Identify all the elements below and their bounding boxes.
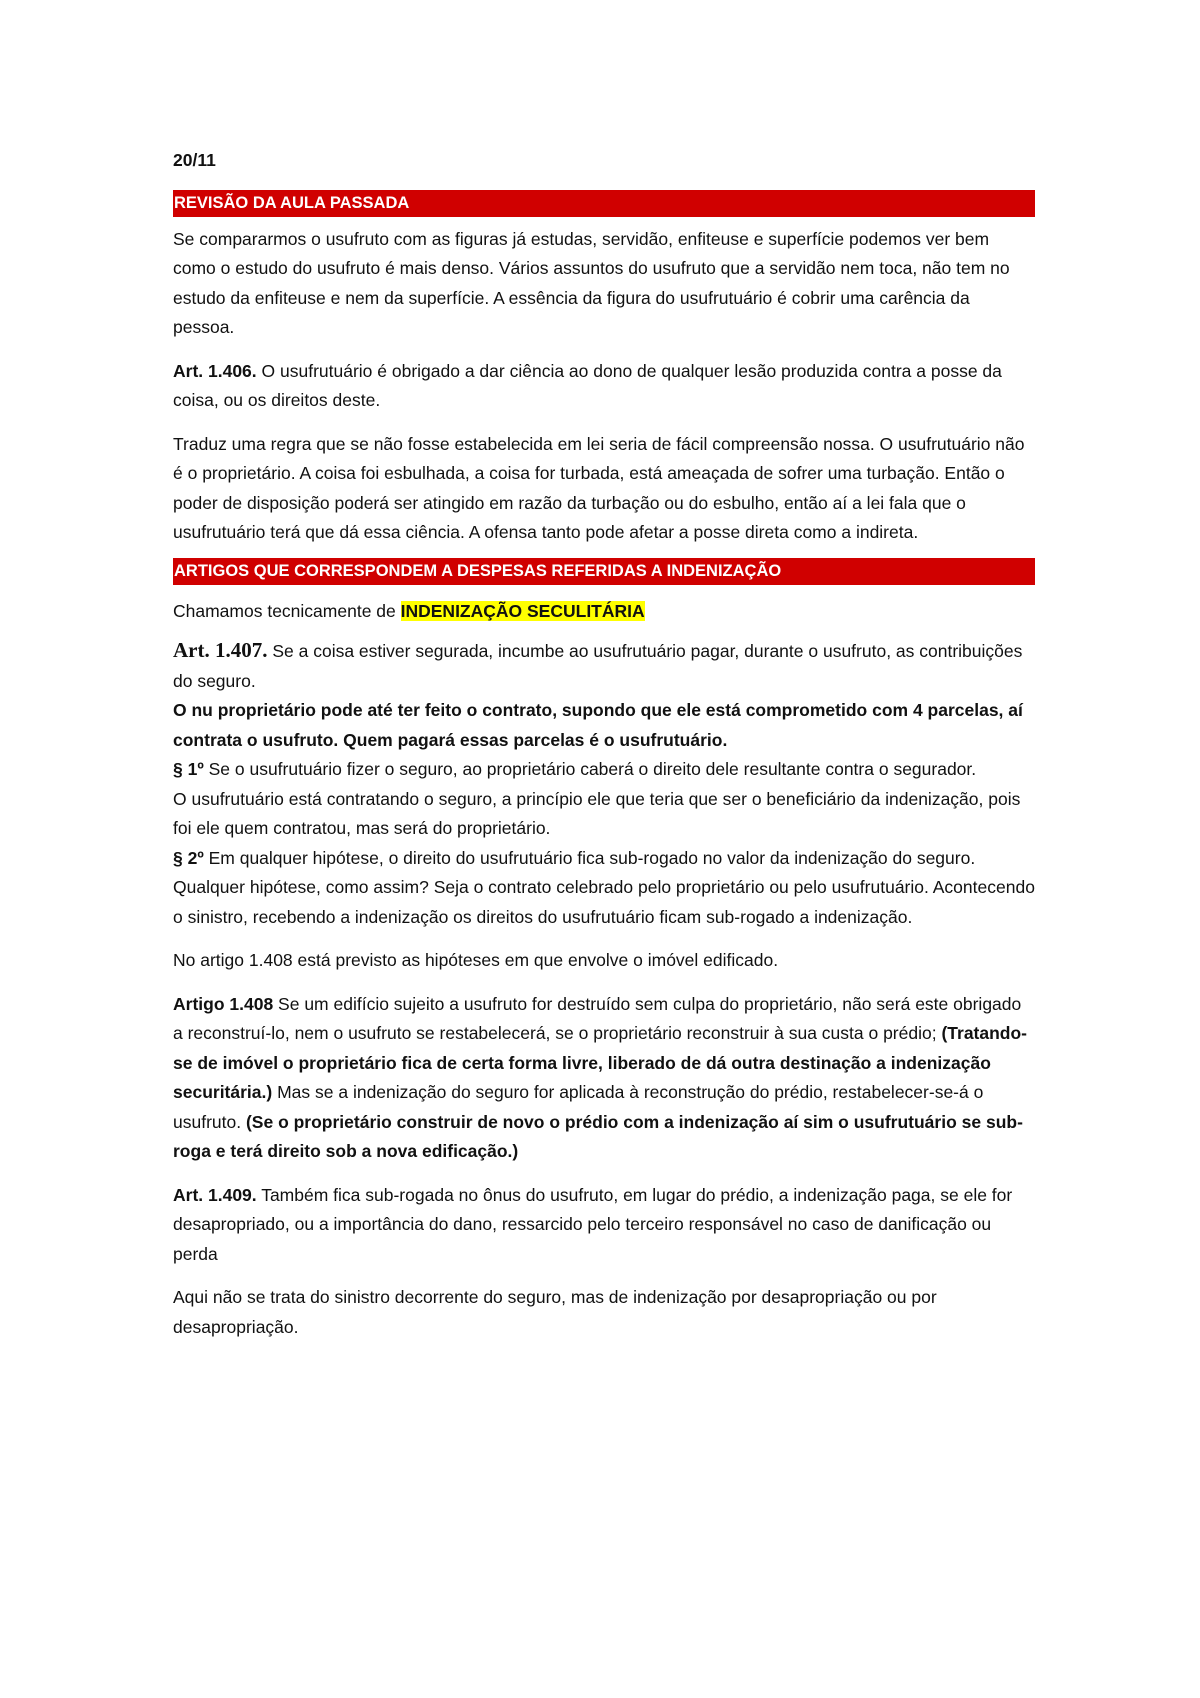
- paragraph-article-1408-intro: No artigo 1.408 está previsto as hipóteses em que envolve o imóvel edificado.: [173, 950, 779, 970]
- article-1407-note-3: Qualquer hipótese, como assim? Seja o contrato celebrado pelo proprietário ou pelo usufrutuário. Acontecendo o sinistro, recebendo a indenização os direitos do usufrutuário ficam sub-rogado a indenização.: [173, 877, 1035, 927]
- paragraph-technical-term: [173, 597, 1035, 627]
- article-1408-text-2: Mas se a indenização do seguro for aplicada à reconstrução do prédio, restabelecer-se-á o usufruto.: [173, 1082, 984, 1132]
- article-1408-bold-1: (Tratando-se de imóvel o proprietário fica de certa forma livre, liberado de dá outra destinação a indenização securitária.): [173, 1023, 1028, 1102]
- article-1408-label: Artigo 1.408: [173, 993, 274, 1014]
- article-1408: [173, 990, 1035, 1167]
- highlighted-term: INDENIZAÇÃO SECULITÁRIA: [400, 600, 645, 621]
- article-1406: [173, 357, 1035, 416]
- article-1407-note-2: O usufrutuário está contratando o seguro, a princípio ele que teria que ser o beneficiário da indenização, pois foi ele quem contratou, mas será do proprietário.: [173, 788, 1021, 838]
- article-1407-note-1: O nu proprietário pode até ter feito o contrato, supondo que ele está comprometido com 4 parcelas, aí contrata o usufruto. Quem pagará essas parcelas é o usufrutuário.: [173, 700, 1023, 750]
- section-heading-indemnity: ARTIGOS QUE CORRESPONDEM A DESPESAS REFERIDAS A INDENIZAÇÃO: [173, 558, 1035, 585]
- paragraph-1-label: § 1º: [173, 759, 204, 779]
- article-1409-label: Art. 1.409.: [173, 1184, 257, 1205]
- paragraph-2-text: Em qualquer hipótese, o direito do usufrutuário fica sub-rogado no valor da indenização do seguro.: [203, 847, 976, 868]
- paragraph-1-text: Se o usufrutuário fizer o seguro, ao proprietário caberá o direito dele resultante contra o segurador.: [203, 759, 977, 779]
- article-1407: [173, 636, 1035, 696]
- article-1406-text: O usufrutuário é obrigado a dar ciência ao dono de qualquer lesão produzida contra a posse da coisa, ou os direitos deste.: [173, 360, 1002, 410]
- paragraph-final: Aqui não se trata do sinistro decorrente do seguro, mas de indenização por desapropriação ou por desapropriação.: [173, 1287, 937, 1337]
- technical-term-text: Chamamos tecnicamente de: [173, 600, 401, 621]
- article-1407-paragraph-1: [173, 755, 1035, 785]
- article-1407-paragraph-2: [173, 844, 1035, 874]
- paragraph-explanation-1406: Traduz uma regra que se não fosse estabelecida em lei seria de fácil compreensão nossa. O usufrutuário não é o proprietário. A coisa foi esbulhada, a coisa for turbada, está ameaçada de sofrer uma turbação. Então o poder de disposição poderá ser atingido em razão da turbação ou do esbulho, então aí a lei fala que o usufrutuário terá que dá essa ciência. A ofensa tanto pode afetar a posse direta como a indireta.: [173, 433, 1025, 542]
- article-1407-block: [173, 636, 1035, 932]
- section-heading-review: REVISÃO DA AULA PASSADA: [173, 190, 1035, 217]
- date-heading: 20/11: [173, 150, 216, 170]
- paragraph-2-label: § 2º: [173, 847, 204, 868]
- article-1407-label: Art. 1.407.: [173, 638, 268, 662]
- article-1408-text-1: Se um edifício sujeito a usufruto for destruído sem culpa do proprietário, não será este obrigado a reconstruí-lo, nem o usufruto se restabelecerá, se o proprietário reconstruir à sua custa o prédio;: [173, 993, 1022, 1043]
- article-1409: [173, 1181, 1035, 1270]
- article-1408-bold-2: (Se o proprietário construir de novo o prédio com a indenização aí sim o usufrutuário se sub-roga e terá direito sob a nova edificação.): [173, 1111, 1023, 1161]
- article-1407-text: Se a coisa estiver segurada, incumbe ao usufrutuário pagar, durante o usufruto, as contribuições do seguro.: [173, 641, 1023, 691]
- paragraph-intro: Se compararmos o usufruto com as figuras já estudas, servidão, enfiteuse e superfície podemos ver bem como o estudo do usufruto é mais denso. Vários assuntos do usufruto que a servidão nem toca, não tem no estudo da enfiteuse e nem da superfície. A essência da figura do usufrutuário é cobrir uma carência da pessoa.: [173, 228, 1010, 337]
- article-1406-label: Art. 1.406.: [173, 360, 257, 381]
- article-1409-text: Também fica sub-rogada no ônus do usufruto, em lugar do prédio, a indenização paga, se ele for desapropriado, ou a importância do dano, ressarcido pelo terceiro responsável no caso de danificação ou perda: [173, 1184, 1013, 1264]
